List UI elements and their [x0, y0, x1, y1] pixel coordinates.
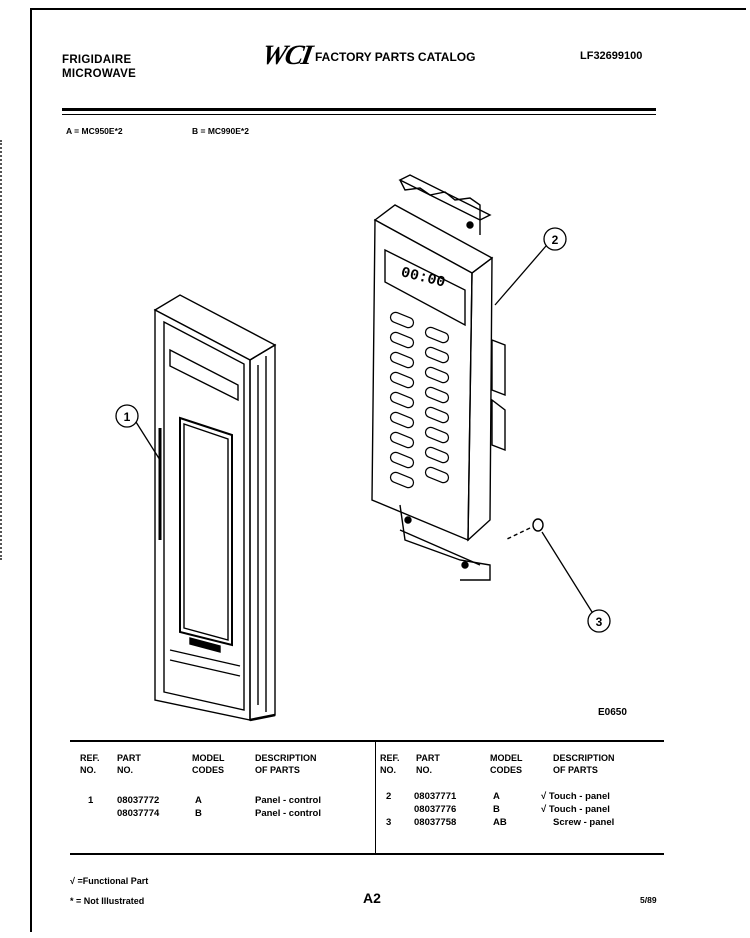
- model-b-label: B = MC990E*2: [192, 126, 249, 136]
- brand-block: [62, 53, 136, 81]
- table-cell-part: 08037771: [414, 791, 457, 802]
- callout-3-label: 3: [595, 615, 603, 629]
- table-top-rule: [70, 740, 664, 742]
- table-cell-desc: √ Touch - panel: [541, 804, 610, 815]
- product-line: MICROWAVE: [62, 68, 137, 80]
- table-cell-model: A: [195, 795, 202, 806]
- table-cell-model: A: [493, 791, 500, 802]
- page-number: A2: [363, 890, 381, 906]
- touch-panel: [372, 175, 505, 580]
- table-cell-desc: √ Touch - panel: [541, 791, 610, 802]
- control-panel-frame: [155, 295, 275, 720]
- catalog-number: LF32699100: [580, 50, 643, 62]
- callout-2: [495, 228, 566, 305]
- exploded-parts-diagram: [60, 160, 660, 730]
- callout-1: [116, 405, 160, 460]
- table-cell-ref: 2: [386, 791, 392, 802]
- display-readout: 00:00: [399, 264, 447, 292]
- table-divider: [375, 742, 376, 853]
- table-cell-part: 08037774: [117, 808, 160, 819]
- callout-2-label: 2: [551, 233, 559, 247]
- callout-1-label: 1: [123, 410, 131, 424]
- table-cell-ref: 1: [88, 795, 94, 806]
- table-cell-desc: Screw - panel: [553, 817, 615, 828]
- functional-part-note: √ =Functional Part: [70, 876, 149, 886]
- brand-name: FRIGIDAIRE: [62, 54, 132, 66]
- not-illustrated-note: * = Not Illustrated: [70, 896, 145, 906]
- table-cell-model: B: [493, 804, 500, 815]
- table-cell-model: AB: [493, 817, 507, 828]
- table-cell-part: 08037776: [414, 804, 457, 815]
- wci-logo: WCI: [259, 40, 314, 71]
- table-cell-desc: Panel - control: [255, 795, 321, 806]
- table-cell-model: B: [195, 808, 202, 819]
- screw: [505, 519, 543, 540]
- col-header-part-right: PART NO.: [416, 753, 440, 775]
- col-header-desc: DESCRIPTION OF PARTS: [255, 753, 317, 775]
- col-header-desc-right: DESCRIPTION OF PARTS: [553, 753, 615, 775]
- table-cell-part: 08037758: [414, 817, 457, 828]
- table-cell-ref: 3: [386, 817, 392, 828]
- model-a-label: A = MC950E*2: [66, 126, 123, 136]
- col-header-ref: REF. NO.: [80, 753, 100, 775]
- revision-date: 5/89: [640, 895, 657, 905]
- col-header-part: PART NO.: [117, 753, 141, 775]
- scan-edge-marks: [0, 140, 8, 560]
- catalog-title: FACTORY PARTS CATALOG: [315, 50, 476, 64]
- figure-code: E0650: [598, 707, 627, 718]
- table-bottom-rule: [70, 853, 664, 855]
- callout-3: [542, 532, 610, 632]
- col-header-model-right: MODEL CODES: [490, 753, 523, 775]
- table-cell-desc: Panel - control: [255, 808, 321, 819]
- header-rule-thin: [62, 114, 656, 115]
- table-cell-part: 08037772: [117, 795, 160, 806]
- col-header-model: MODEL CODES: [192, 753, 225, 775]
- col-header-ref-right: REF. NO.: [380, 753, 400, 775]
- header-rule: [62, 108, 656, 111]
